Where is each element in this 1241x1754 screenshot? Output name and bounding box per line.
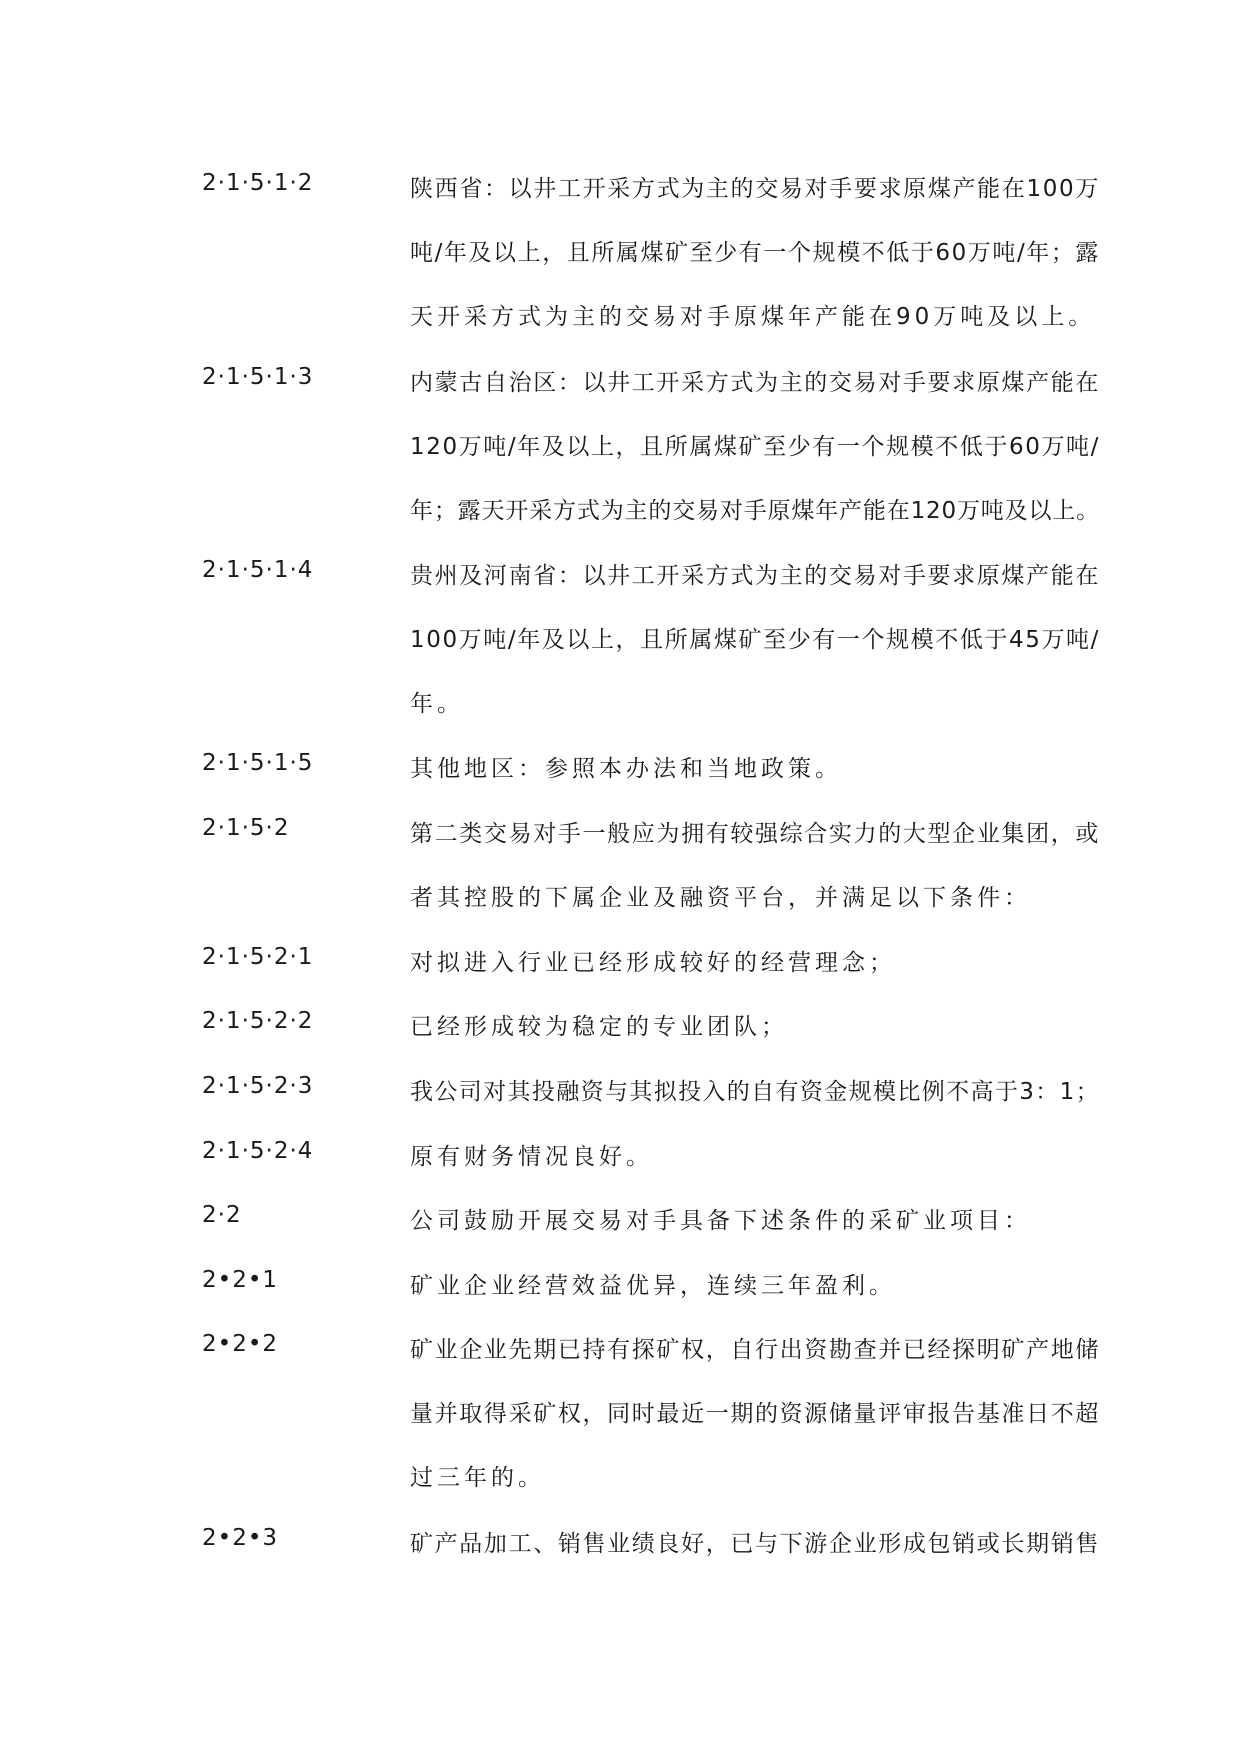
- clause-text-line: 天开采方式为主的交易对手原煤年产能在90万吨及以上。: [410, 304, 1096, 330]
- clause-number: 2·1·5·1·3: [202, 364, 314, 390]
- clause-text-line: 100万吨/年及以上，且所属煤矿至少有一个规模不低于45万吨/: [410, 627, 1100, 653]
- clause-number: 2·1·5·1·5: [202, 750, 314, 776]
- clause-number: 2·1·5·2·3: [202, 1073, 314, 1099]
- clause-number: 2·2: [202, 1202, 242, 1228]
- clause-number: 2·1·5·2·1: [202, 944, 314, 970]
- clause-text-line: 者其控股的下属企业及融资平台，并满足以下条件：: [410, 885, 1031, 911]
- clause-text-line: 原有财务情况良好。: [410, 1144, 653, 1170]
- clause-text-line: 已经形成较为稳定的专业团队；: [410, 1014, 788, 1040]
- clause-text-line: 120万吨/年及以上，且所属煤矿至少有一个规模不低于60万吨/: [410, 434, 1100, 460]
- clause-text-line: 其他地区：参照本办法和当地政策。: [410, 756, 842, 782]
- clause-text-line: 公司鼓励开展交易对手具备下述条件的采矿业项目：: [410, 1208, 1031, 1234]
- clause-text-line: 年；露天开采方式为主的交易对手原煤年产能在120万吨及以上。: [410, 498, 1100, 524]
- clause-number: 2·1·5·2: [202, 815, 290, 841]
- clause-text-line: 矿业企业经营效益优异，连续三年盈利。: [410, 1273, 896, 1299]
- clause-number: 2•2•3: [202, 1525, 279, 1551]
- clause-text-line: 年。: [410, 691, 464, 717]
- clause-number: 2•2•1: [202, 1267, 279, 1293]
- clause-text-line: 陕西省：以井工开采方式为主的交易对手要求原煤产能在100万: [410, 176, 1100, 202]
- clause-text-line: 对拟进入行业已经形成较好的经营理念；: [410, 950, 896, 976]
- clause-text-line: 我公司对其投融资与其拟投入的自有资金规模比例不高于3：1；: [410, 1079, 1100, 1105]
- clause-number: 2·1·5·2·4: [202, 1138, 314, 1164]
- clause-number: 2•2•2: [202, 1331, 279, 1357]
- clause-text-line: 过三年的。: [410, 1465, 545, 1491]
- clause-number: 2·1·5·2·2: [202, 1008, 314, 1034]
- clause-text-line: 第二类交易对手一般应为拥有较强综合实力的大型企业集团，或: [410, 821, 1100, 847]
- clause-number: 2·1·5·1·2: [202, 170, 314, 196]
- clause-number: 2·1·5·1·4: [202, 557, 314, 583]
- clause-text-line: 内蒙古自治区：以井工开采方式为主的交易对手要求原煤产能在: [410, 370, 1100, 396]
- clause-text-line: 矿产品加工、销售业绩良好，已与下游企业形成包销或长期销售: [410, 1531, 1100, 1557]
- clause-text-line: 量并取得采矿权，同时最近一期的资源储量评审报告基准日不超: [410, 1401, 1100, 1427]
- clause-text-line: 吨/年及以上，且所属煤矿至少有一个规模不低于60万吨/年；露: [410, 240, 1100, 266]
- clause-text-line: 矿业企业先期已持有探矿权，自行出资勘查并已经探明矿产地储: [410, 1337, 1100, 1363]
- clause-text-line: 贵州及河南省：以井工开采方式为主的交易对手要求原煤产能在: [410, 563, 1100, 589]
